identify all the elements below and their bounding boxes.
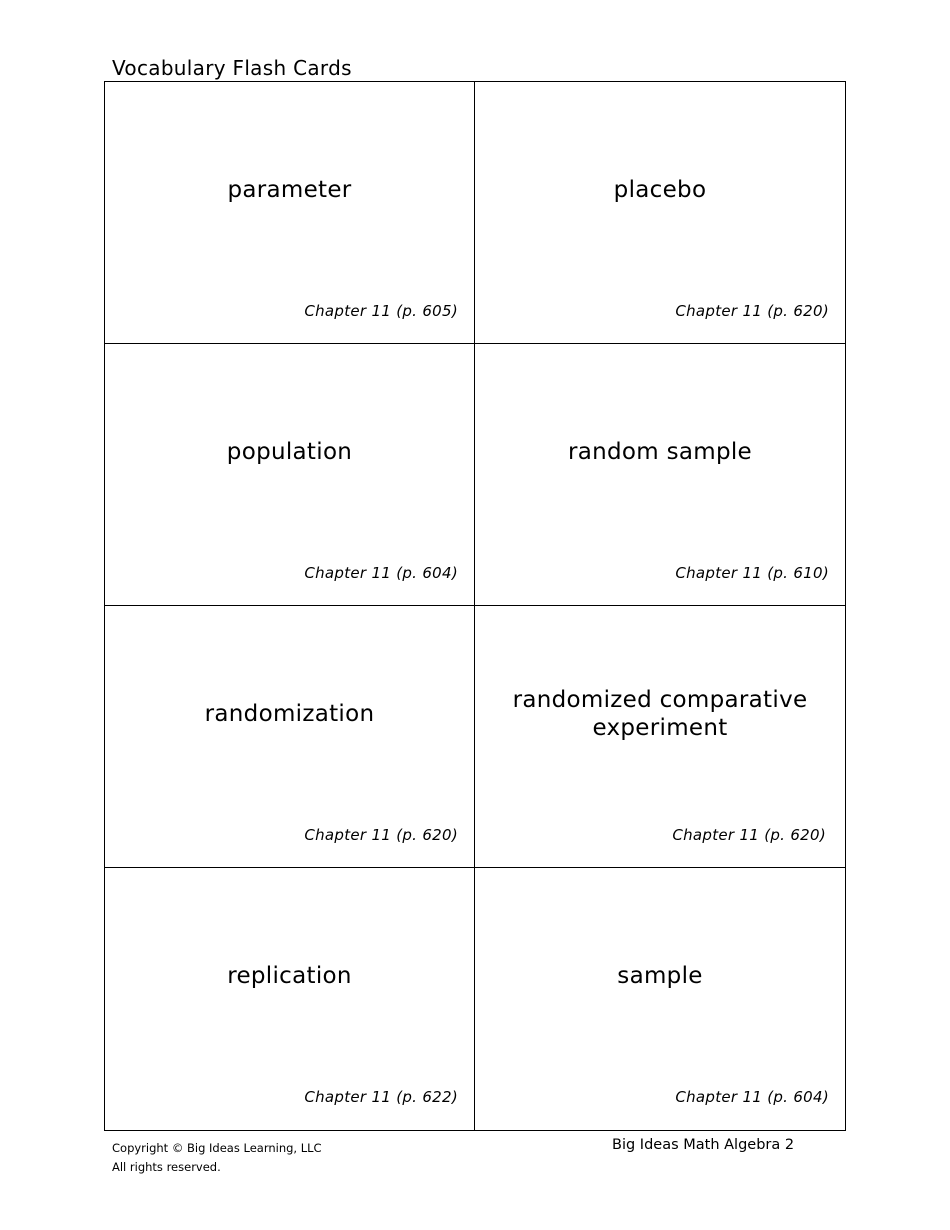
book-title: Big Ideas Math Algebra 2 — [612, 1137, 795, 1153]
card-reference: Chapter 11 (p. 622) — [304, 1088, 458, 1106]
copyright-line: Copyright © Big Ideas Learning, LLC — [112, 1141, 322, 1155]
flash-card — [475, 606, 845, 868]
card-reference: Chapter 11 (p. 604) — [304, 564, 458, 582]
card-term: sample — [617, 963, 703, 989]
card-reference: Chapter 11 (p. 620) — [304, 826, 458, 844]
card-term: parameter — [227, 177, 352, 203]
page-title: Vocabulary Flash Cards — [112, 56, 352, 80]
card-term: placebo — [613, 177, 707, 203]
flash-card — [475, 868, 845, 1130]
card-term: random sample — [567, 439, 753, 465]
flash-card — [475, 82, 845, 344]
flash-card — [105, 82, 475, 344]
card-term: randomized comparative experiment — [512, 687, 808, 741]
copyright-notice — [112, 1139, 322, 1177]
flash-card — [105, 344, 475, 606]
flash-card-grid — [104, 81, 846, 1131]
flash-card — [475, 344, 845, 606]
flash-card — [105, 868, 475, 1130]
card-term: replication — [227, 963, 352, 989]
card-term: randomization — [204, 701, 375, 727]
card-term: population — [226, 439, 353, 465]
rights-line: All rights reserved. — [112, 1160, 221, 1174]
card-reference: Chapter 11 (p. 610) — [675, 564, 829, 582]
card-reference: Chapter 11 (p. 605) — [304, 302, 458, 320]
card-reference: Chapter 11 (p. 620) — [675, 302, 829, 320]
flash-card — [105, 606, 475, 868]
card-reference: Chapter 11 (p. 620) — [672, 826, 826, 844]
card-reference: Chapter 11 (p. 604) — [675, 1088, 829, 1106]
